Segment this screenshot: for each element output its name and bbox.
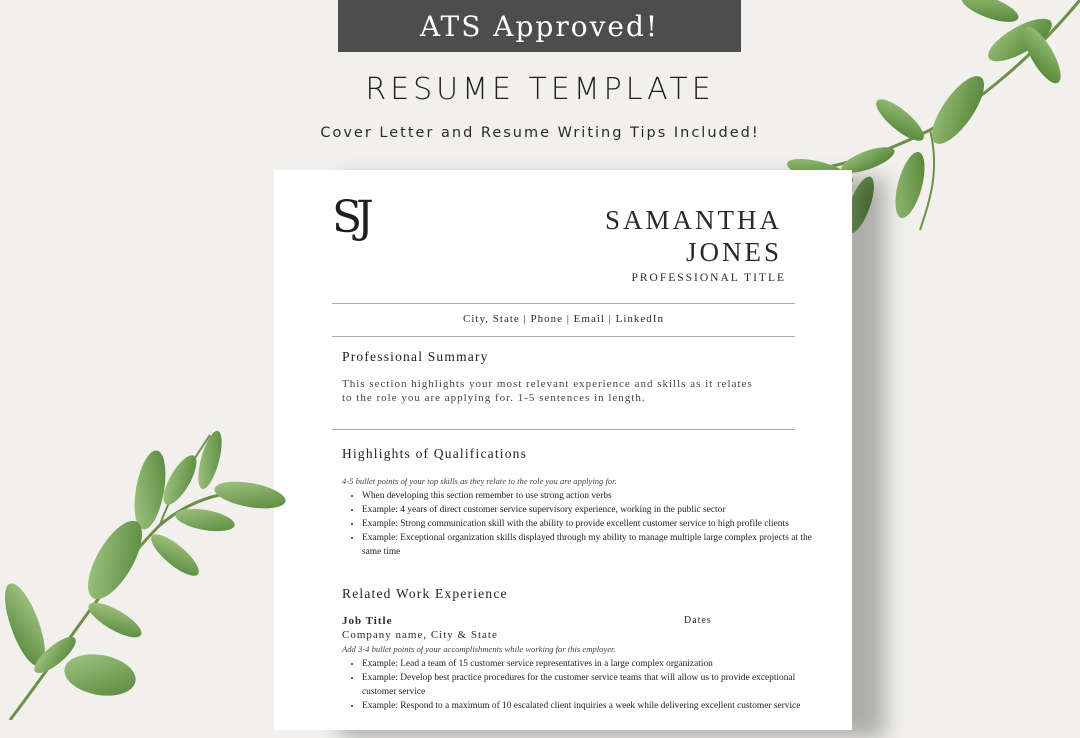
- summary-heading: Professional Summary: [342, 349, 489, 364]
- job-title: Job Title: [342, 615, 393, 627]
- summary-text: This section highlights your most relevant experience and skills as it relates to the role you are applying for. 1-5 sentences in length.: [342, 378, 753, 404]
- divider: [332, 429, 795, 430]
- monogram: SJ: [332, 192, 368, 243]
- resume-sheet: [274, 170, 852, 730]
- experience-heading: Related Work Experience: [342, 586, 508, 601]
- highlights-list: [342, 489, 822, 559]
- professional-title: PROFESSIONAL TITLE: [631, 272, 786, 284]
- contact-line: City, State | Phone | Email | LinkedIn: [463, 313, 664, 325]
- list-item: • Example: Lead a team of 15 customer service representatives in a large complex organization: [362, 657, 822, 671]
- job-dates: Dates: [684, 615, 712, 626]
- company-line: Company name, City & State: [342, 629, 498, 641]
- subline: Cover Letter and Resume Writing Tips Included!: [320, 125, 760, 141]
- first-name: SAMANTHA: [604, 205, 782, 235]
- list-item: • When developing this section remember to use strong action verbs: [362, 489, 822, 503]
- eucalyptus-branch-bottom-left: [0, 425, 290, 720]
- list-item: • Example: Exceptional organization skills displayed through my ability to manage multiple large complex projects at the same time: [362, 531, 822, 559]
- divider: [332, 336, 795, 337]
- list-item: • Example: 4 years of direct customer service supervisory experience, working in the public sector: [362, 503, 822, 517]
- highlights-heading: Highlights of Qualifications: [342, 446, 528, 461]
- list-item: • Example: Strong communication skill with the ability to provide excellent customer service to high profile clients: [362, 517, 822, 531]
- ats-banner: ATS Approved!: [338, 0, 741, 52]
- experience-list: [342, 657, 822, 713]
- experience-hint: Add 3-4 bullet points of your accomplishments while working for this employer.: [342, 644, 616, 654]
- highlights-hint: 4-5 bullet points of your top skills as they relate to the role you are applying for.: [342, 476, 617, 486]
- last-name: JONES: [685, 237, 782, 267]
- list-item: • Example: Develop best practice procedures for the customer service teams that will allow us to provide exceptional customer service: [362, 671, 822, 699]
- list-item: • Example: Respond to a maximum of 10 escalated client inquiries a week while delivering excellent customer service: [362, 699, 822, 713]
- headline: RESUME TEMPLATE: [365, 72, 715, 107]
- candidate-name: [605, 204, 782, 268]
- divider: [332, 303, 795, 304]
